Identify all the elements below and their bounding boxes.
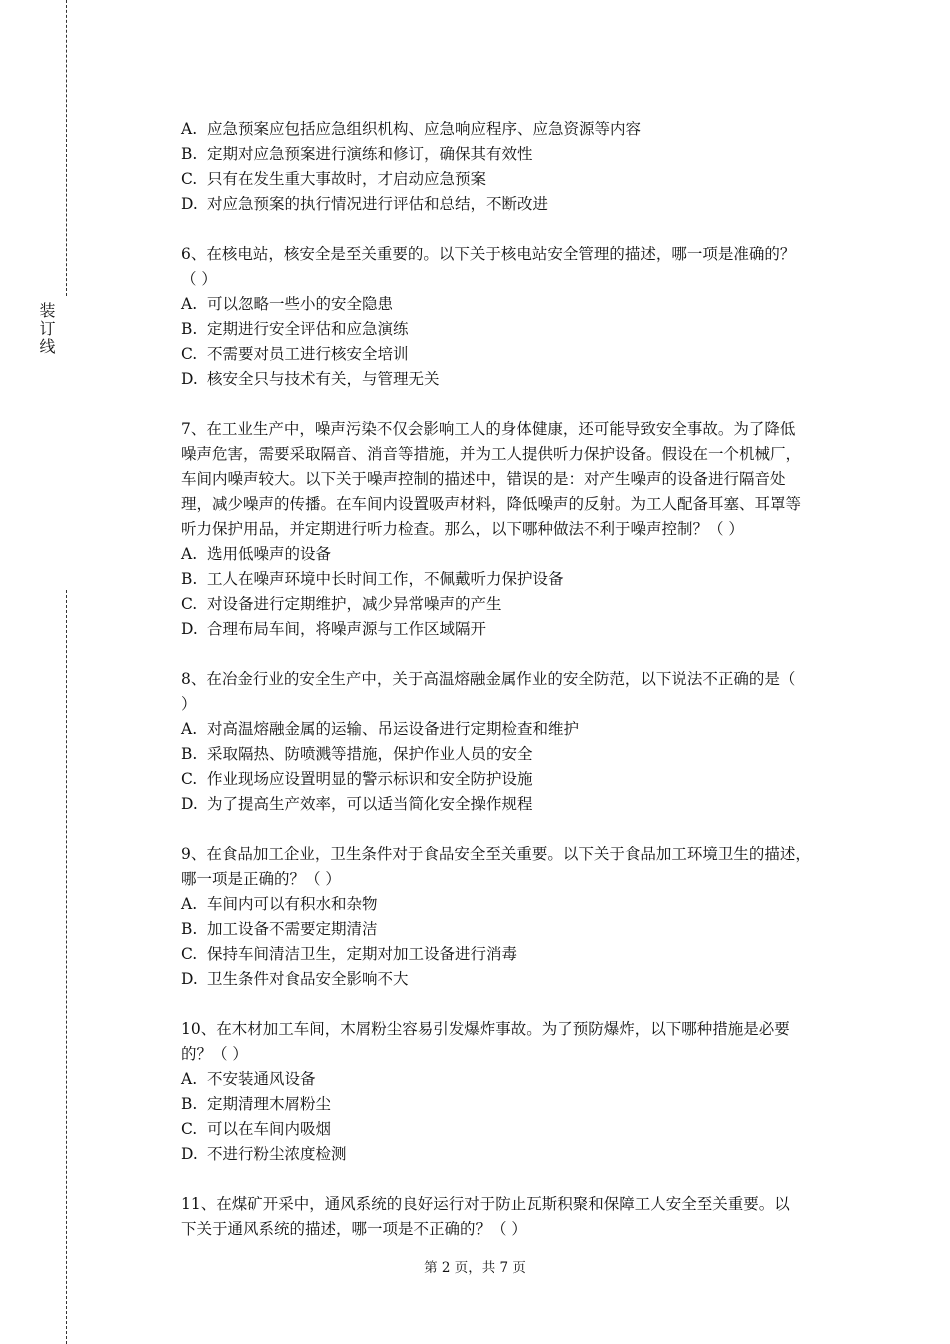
- option-b: B. 定期进行安全评估和应急演练: [181, 320, 409, 338]
- option-c: C. 可以在车间内吸烟: [181, 1120, 332, 1138]
- question-stem-line: 噪声危害，需要采取隔音、消音等措施，并为工人提供听力保护设备。假设在一个机械厂，: [181, 445, 802, 463]
- question-stem-line: 6、在核电站，核安全是至关重要的。以下关于核电站安全管理的描述，哪一项是准确的？: [181, 245, 796, 263]
- option-c: C. 只有在发生重大事故时，才启动应急预案: [181, 170, 487, 188]
- question-6: [181, 242, 849, 392]
- option-b: B. 定期对应急预案进行演练和修订，确保其有效性: [181, 145, 533, 163]
- option-a: A. 选用低噪声的设备: [181, 545, 332, 563]
- option-a: A. 不安装通风设备: [181, 1070, 316, 1088]
- option-b: B. 工人在噪声环境中长时间工作，不佩戴听力保护设备: [181, 570, 564, 588]
- option-d: D. 对应急预案的执行情况进行评估和总结，不断改进: [181, 195, 549, 213]
- option-d: D. 为了提高生产效率，可以适当简化安全操作规程: [181, 795, 533, 813]
- option-c: C. 不需要对员工进行核安全培训: [181, 345, 409, 363]
- binding-dashed-line-bottom: [66, 590, 67, 1344]
- binding-label: 装订线: [37, 302, 56, 356]
- question-11: [181, 1192, 849, 1242]
- exam-content: [181, 117, 849, 1242]
- question-9: [181, 842, 849, 992]
- option-a: A. 应急预案应包括应急组织机构、应急响应程序、应急资源等内容: [181, 120, 642, 138]
- binding-dashed-line-top: [66, 0, 67, 296]
- question-stem-line: 下关于通风系统的描述，哪一项是不正确的？（ ）: [181, 1220, 527, 1238]
- previous-question-options: [181, 117, 849, 217]
- question-stem-line: （ ）: [181, 270, 217, 288]
- question-stem-line: ）: [181, 695, 197, 713]
- option-a: A. 可以忽略一些小的安全隐患: [181, 295, 394, 313]
- option-b: B. 定期清理木屑粉尘: [181, 1095, 332, 1113]
- option-a: A. 车间内可以有积水和杂物: [181, 895, 378, 913]
- option-a: A. 对高温熔融金属的运输、吊运设备进行定期检查和维护: [181, 720, 580, 738]
- question-stem-line: 哪一项是正确的？（ ）: [181, 870, 341, 888]
- option-c: C. 对设备进行定期维护，减少异常噪声的产生: [181, 595, 502, 613]
- option-d: D. 不进行粉尘浓度检测: [181, 1145, 347, 1163]
- option-d: D. 合理布局车间，将噪声源与工作区域隔开: [181, 620, 487, 638]
- question-stem-line: 听力保护用品，并定期进行听力检查。那么，以下哪种做法不利于噪声控制？（ ）: [181, 520, 744, 538]
- option-b: B. 采取隔热、防喷溅等措施，保护作业人员的安全: [181, 745, 533, 763]
- question-10: [181, 1017, 849, 1167]
- question-stem-line: 10、在木材加工车间，木屑粉尘容易引发爆炸事故。为了预防爆炸，以下哪种措施是必要: [181, 1020, 790, 1038]
- question-stem-line: 9、在食品加工企业，卫生条件对于食品安全至关重要。以下关于食品加工环境卫生的描述，: [181, 845, 811, 863]
- question-stem-line: 的？（ ）: [181, 1045, 248, 1063]
- question-stem-line: 7、在工业生产中，噪声污染不仅会影响工人的身体健康，还可能导致安全事故。为了降低: [181, 420, 796, 438]
- option-c: C. 保持车间清洁卫生，定期对加工设备进行消毒: [181, 945, 518, 963]
- question-8: [181, 667, 849, 817]
- question-7: [181, 417, 849, 642]
- question-stem-line: 8、在冶金行业的安全生产中，关于高温熔融金属作业的安全防范，以下说法不正确的是（: [181, 670, 796, 688]
- question-stem-line: 11、在煤矿开采中，通风系统的良好运行对于防止瓦斯积聚和保障工人安全至关重要。以: [181, 1195, 790, 1213]
- option-c: C. 作业现场应设置明显的警示标识和安全防护设施: [181, 770, 533, 788]
- page-number-footer: 第 2 页，共 7 页: [424, 1260, 526, 1276]
- question-stem-line: 理，减少噪声的传播。在车间内设置吸声材料，降低噪声的反射。为工人配备耳塞、耳罩等: [181, 495, 802, 513]
- question-stem-line: 车间内噪声较大。以下关于噪声控制的描述中，错误的是：对产生噪声的设备进行隔音处: [181, 470, 786, 488]
- option-d: D. 核安全只与技术有关，与管理无关: [181, 370, 440, 388]
- option-b: B. 加工设备不需要定期清洁: [181, 920, 378, 938]
- option-d: D. 卫生条件对食品安全影响不大: [181, 970, 409, 988]
